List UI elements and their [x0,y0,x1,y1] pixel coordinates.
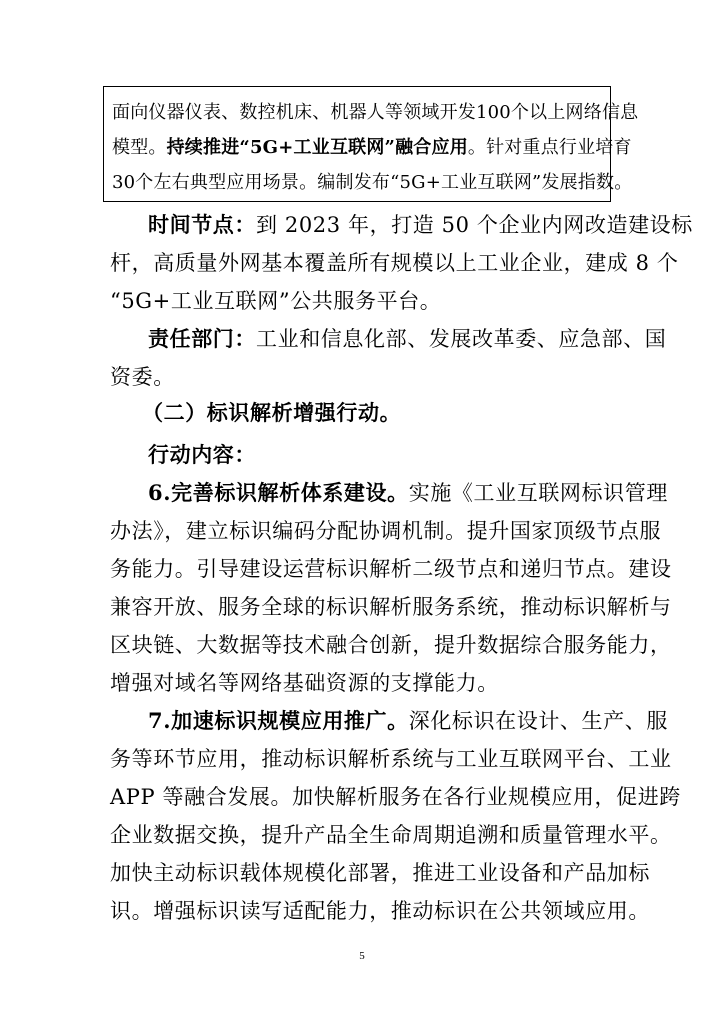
section-heading: （二）标识解析增强行动。 [142,400,402,425]
time-line-3: “5G+工业互联网”公共服务平台。 [110,289,442,313]
item7-line-3: APP 等融合发展。加快解析服务在各行业规模应用，促进跨 [110,785,681,809]
item6-line-3: 务能力。引导建设运营标识解析二级节点和递归节点。建设 [110,557,672,581]
item7-title: 7.加速标识规模应用推广。 [148,708,409,733]
dept-line-2: 资委。 [110,365,175,389]
item6-line-1 [148,478,668,508]
item7-line-2: 务等环节应用，推动标识解析系统与工业互联网平台、工业 [110,747,672,771]
item6-line-2: 办法》，建立标识编码分配协调机制。提升国家顶级节点服 [110,519,662,543]
boxed-text-block [103,86,639,202]
item6-line-1-rest: 实施《工业互联网标识管理 [408,481,668,505]
dept-label: 责任部门： [148,326,256,351]
page-number: 5 [359,950,365,962]
item7-line-5: 加快主动标识载体规模化部署，推进工业设备和产品加标 [110,861,650,885]
time-line-1 [148,210,693,240]
box-line-2-bold: 持续推进“5G+工业互联网”融合应用 [166,137,468,158]
box-line-2 [112,130,632,165]
box-line-2-rest: 。针对重点行业培育 [467,137,632,158]
item7-line-6: 识。增强标识读写适配能力，推动标识在公共领域应用。 [110,899,650,923]
item7-line-1-rest: 深化标识在设计、生产、服 [408,709,668,733]
item7-line-1 [148,706,668,736]
action-label: 行动内容： [148,442,256,467]
item6-line-4: 兼容开放、服务全球的标识解析服务系统，推动标识解析与 [110,595,672,619]
box-line-1: 面向仪器仪表、数控机床、机器人等领域开发100个以上网络信息 [112,102,639,123]
item6-line-6: 增强对域名等网络基础资源的支撑能力。 [110,671,499,695]
item7-line-4: 企业数据交换，提升产品全生命周期追溯和质量管理水平。 [110,823,672,847]
item6-line-5: 区块链、大数据等技术融合创新，提升数据综合服务能力， [110,633,672,657]
box-line-2-plain: 模型。 [112,137,167,158]
time-line-1-rest: 到 2023 年，打造 50 个企业内网改造建设标 [256,213,693,237]
item6-title: 6.完善标识解析体系建设。 [148,480,409,505]
dept-line-1-rest: 工业和信息化部、发展改革委、应急部、国 [256,327,667,351]
time-label: 时间节点： [148,212,256,237]
time-line-2: 杆，高质量外网基本覆盖所有规模以上工业企业，建成 8 个 [110,251,679,275]
box-line-3: 30个左右典型应用场景。编制发布“5G+工业互联网”发展指数。 [112,172,633,193]
dept-line-1 [148,324,666,354]
